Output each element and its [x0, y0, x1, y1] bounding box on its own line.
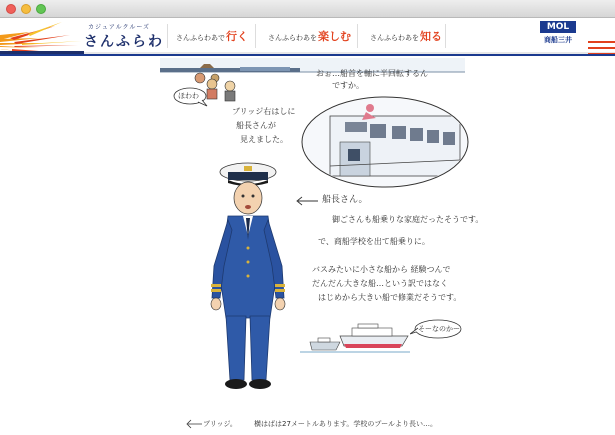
browser-chrome: [0, 0, 615, 18]
close-window-button[interactable]: [6, 4, 16, 14]
bottom-bridge-text: 横はばは27メートルあります。学校のプールより長い…。: [254, 420, 437, 428]
sun-logo-icon: [0, 18, 84, 54]
captain-line-4: だんだん大きな船…という訳ではなく: [312, 279, 448, 288]
nav-item-know[interactable]: [370, 28, 442, 44]
bridge-note-line-1: ブリッジ右はしに: [232, 107, 296, 116]
captain-line-1: 御ごさんも船乗りな家庭だったそうです。: [332, 215, 484, 224]
pointer-arrow-icon: [294, 196, 320, 206]
site-logo[interactable]: [0, 18, 165, 54]
nav-item-know-prefix: さんふらわあを: [370, 34, 419, 42]
mol-brand-logo[interactable]: [540, 21, 576, 51]
bridge-window-illustration: [300, 94, 470, 190]
captain-label: 船長さん。: [322, 195, 368, 205]
captain-line-5: はじめから大きい船で修業だそうです。: [318, 293, 462, 302]
caption-top-line-2: ですか。: [332, 81, 364, 90]
page-content: [0, 56, 615, 435]
people-sketch: [204, 74, 244, 104]
pointer-arrow-icon: [186, 419, 204, 429]
caption-top-line-1: おぉ…船首を軸に半回転するん: [316, 69, 428, 78]
ships-illustration: [300, 314, 410, 354]
bridge-note-line-2: 船長さんが: [236, 121, 276, 130]
nav-item-enjoy-prefix: さんふらわあを: [268, 34, 317, 42]
speech-bubble-ships-text: そーなのかー: [418, 325, 460, 333]
bridge-note-line-3: 見えました。: [240, 135, 288, 144]
captain-line-3: バスみたいに小さな船から 経験つんで: [312, 265, 451, 274]
captain-line-2: で、商船学校を出て船乗りに。: [318, 237, 430, 246]
zoom-window-button[interactable]: [36, 4, 46, 14]
nav-item-go-label: 行く: [226, 30, 248, 43]
logo-subtitle: カジュアルクルーズ: [88, 24, 151, 31]
bottom-bridge-label: ブリッジ。: [203, 420, 237, 428]
minimize-window-button[interactable]: [21, 4, 31, 14]
nav-item-go-prefix: さんふらわあで: [176, 34, 225, 42]
nav-divider: [255, 24, 256, 48]
nav-item-enjoy[interactable]: [268, 28, 351, 44]
mol-logo-text: 商船三井: [544, 36, 572, 44]
site-header: [0, 18, 615, 54]
speech-bubble-small-text: ほわわ: [178, 92, 199, 100]
nav-divider: [167, 24, 168, 48]
mol-logo-mark: MOL: [540, 21, 576, 33]
nav-item-know-label: 知る: [420, 30, 442, 43]
captain-illustration: [198, 158, 298, 394]
nav-item-enjoy-label: 楽しむ: [318, 30, 351, 43]
logo-title: さんふらわ: [84, 34, 164, 50]
nav-divider: [445, 24, 446, 48]
nav-divider: [357, 24, 358, 48]
nav-item-go[interactable]: [176, 28, 248, 44]
